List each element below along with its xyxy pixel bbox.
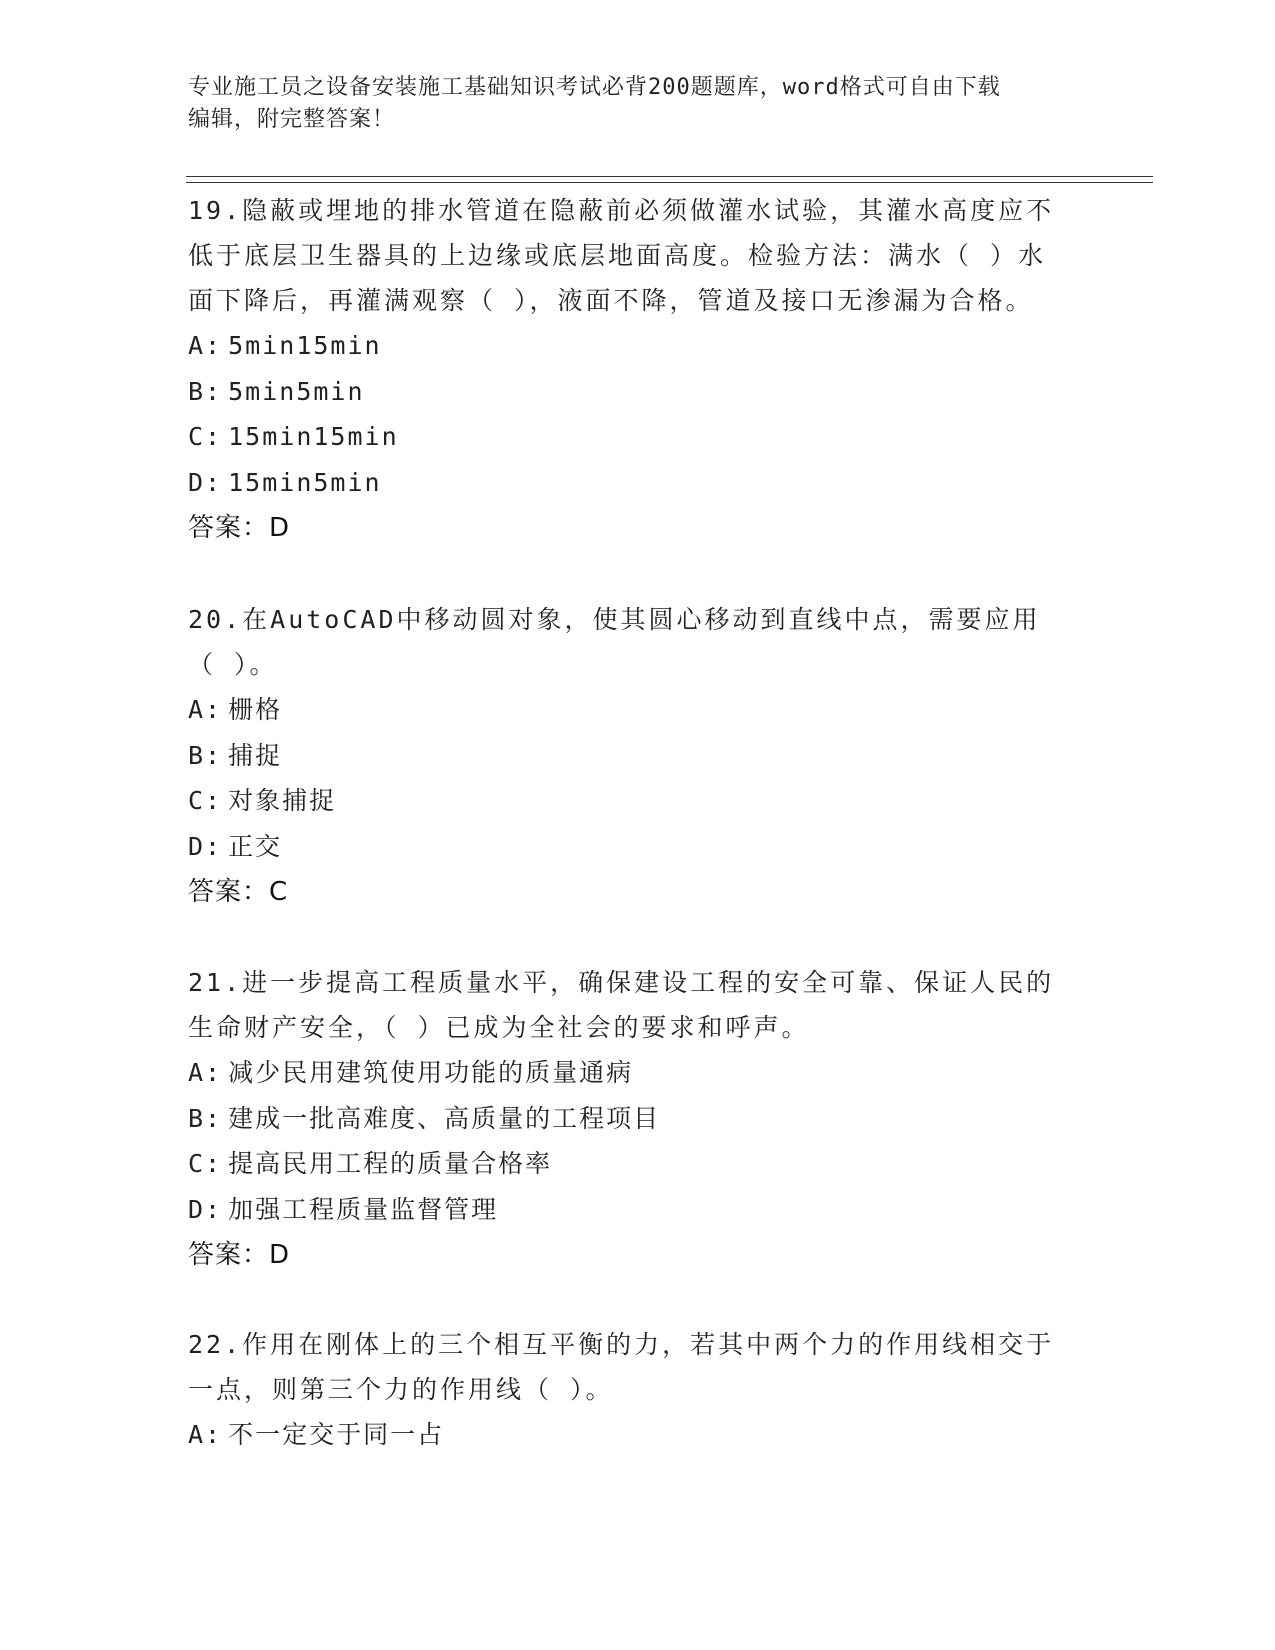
option-label: A:	[188, 1058, 223, 1087]
answer-line: 答案：C	[188, 877, 289, 907]
option-label: D:	[188, 831, 223, 861]
option-d	[188, 824, 1068, 870]
option-label: C:	[188, 1149, 223, 1178]
option-text: 提高民用工程的质量合格率	[228, 1149, 553, 1178]
option-text: 不一定交于同一占	[228, 1420, 445, 1449]
option-label: A:	[188, 1420, 223, 1449]
option-c	[188, 1141, 1068, 1187]
option-text: 减少民用建筑使用功能的质量通病	[228, 1058, 634, 1087]
answer-line: 答案：D	[188, 513, 291, 543]
header-divider-bottom	[186, 182, 1153, 183]
question-21	[188, 960, 1068, 1278]
option-text: 5min15min	[228, 331, 382, 360]
option-b	[188, 369, 1068, 415]
option-d	[188, 1187, 1068, 1233]
option-text: 栅格	[228, 695, 283, 724]
option-label: D:	[188, 1194, 223, 1224]
option-text: 捕捉	[228, 740, 283, 770]
option-d	[188, 460, 1068, 506]
option-label: C:	[188, 786, 223, 815]
option-b	[188, 1096, 1068, 1142]
question-stem: 20.在AutoCAD中移动圆对象，使其圆心移动到直线中点，需要应用（ ）。	[188, 605, 1041, 679]
option-a	[188, 687, 1068, 733]
option-a	[188, 1050, 1068, 1096]
header-line-2: 编辑，附完整答案！	[188, 107, 396, 132]
option-text: 加强工程质量监督管理	[228, 1194, 499, 1224]
option-label: A:	[188, 331, 223, 360]
document-header	[188, 72, 1088, 136]
question-stem: 19.隐蔽或埋地的排水管道在隐蔽前必须做灌水试验，其灌水高度应不低于底层卫生器具的上边缘或底层地面高度。检验方法：满水（ ）水面下降后，再灌满观察（ ），液面不降，管道及接口无渗漏为合格。	[188, 196, 1055, 315]
header-divider-top	[186, 176, 1153, 177]
option-text: 对象捕捉	[228, 786, 337, 815]
question-22	[188, 1322, 1068, 1458]
option-text: 正交	[228, 831, 283, 861]
option-a	[188, 1412, 1068, 1458]
header-line-1: 专业施工员之设备安装施工基础知识考试必背200题题库，word格式可自由下载	[188, 75, 1001, 100]
option-b	[188, 733, 1068, 779]
option-text: 15min15min	[228, 422, 399, 451]
question-20	[188, 597, 1068, 915]
option-text: 5min5min	[228, 376, 365, 406]
option-text: 建成一批高难度、高质量的工程项目	[228, 1103, 661, 1133]
option-label: A:	[188, 695, 223, 724]
option-text: 15min5min	[228, 467, 382, 497]
question-19	[188, 188, 1068, 551]
option-c	[188, 778, 1068, 824]
question-stem: 22.作用在刚体上的三个相互平衡的力，若其中两个力的作用线相交于一点，则第三个力的作用线（ ）。	[188, 1330, 1055, 1404]
option-label: C:	[188, 422, 223, 451]
option-c	[188, 414, 1068, 460]
answer-line: 答案：D	[188, 1240, 291, 1270]
question-stem: 21.进一步提高工程质量水平，确保建设工程的安全可靠、保证人民的生命财产安全，（ ）已成为全社会的要求和呼声。	[188, 968, 1055, 1042]
option-label: B:	[188, 740, 223, 770]
option-label: D:	[188, 467, 223, 497]
option-label: B:	[188, 376, 223, 406]
option-label: B:	[188, 1103, 223, 1133]
option-a	[188, 323, 1068, 369]
